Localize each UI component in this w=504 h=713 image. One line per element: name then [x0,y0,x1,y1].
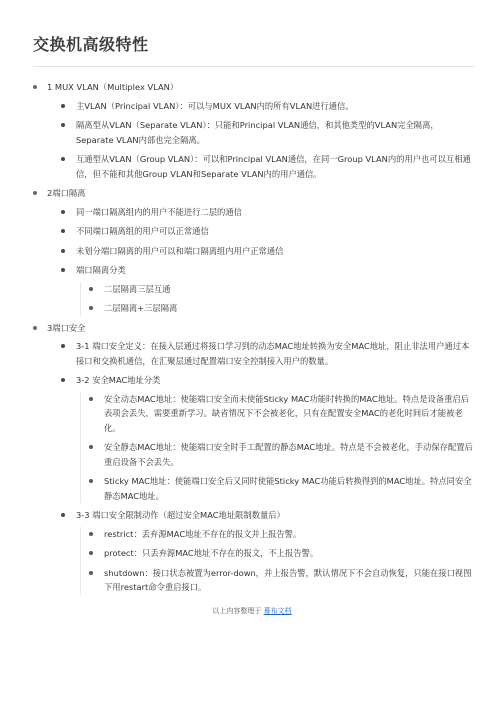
bullet-icon [61,378,65,382]
outline-item-text: 同一端口隔离组内的用户不能进行二层的通信 [76,206,242,217]
outline-item [61,205,473,220]
outline-section-text: 2端口隔离 [47,188,86,198]
outline-item-text: 3-3 端口安全限制动作（超过安全MAC地址限制数量后） [76,510,285,520]
bullet-icon [89,532,93,536]
outline-subitem-text: 二层隔离+三层隔离 [104,303,178,313]
outline-section-text: 3端口安全 [47,322,86,333]
outline-item [61,244,473,259]
outline-item [61,263,473,316]
outline-subitem [89,474,473,503]
outline-item [61,224,473,239]
footer-link[interactable]: 幕布文档 [263,607,292,615]
outline-item [61,373,473,503]
outline-item [61,152,473,181]
page-title: 交换机高级特性 [33,35,149,54]
bullet-icon [89,479,93,483]
outline-subitem [89,282,473,297]
outline-subitem [89,301,473,316]
outline-item-text: 主VLAN（Principal VLAN）：可以与MUX VLAN内的所有VLAN进行通信。 [76,100,354,111]
outline-subitem [89,527,473,542]
outline-subitem [89,440,473,469]
outline-subitem-text: shutdown：接口状态被置为error-down，并上报告警，默认情况下不会自动恢复，只能在接口视图下用restart命令重启接口。 [104,567,472,592]
bullet-icon [61,249,65,253]
bullet-icon [61,210,65,214]
outline-item-text: 互通型从VLAN（Group VLAN）：可以和Principal VLAN通信，在同一Group VLAN内的用户也可以互相通信，但不能和其他Group VLAN和Separate VLAN内的用户通信。 [76,154,471,179]
bullet-icon [33,326,37,330]
bullet-icon [61,513,65,517]
footer [0,606,504,616]
outline-content [33,80,473,600]
outline-item [61,339,473,368]
outline-subitem-text: restrict：丢弃源MAC地址不存在的报文并上报告警。 [104,528,302,539]
bullet-icon [33,191,37,195]
outline-section-text: 1 MUX VLAN（Multiplex VLAN） [47,82,179,92]
bullet-icon [61,268,65,272]
bullet-icon [89,306,93,310]
item-children [80,282,473,316]
outline-item-text: 不同端口隔离组的用户可以正常通信 [76,226,209,236]
title-divider [33,66,474,67]
outline-section [33,186,473,316]
outline-section [33,80,473,181]
bullet-icon [33,85,37,89]
outline-item-text: 未划分端口隔离的用户可以和端口隔离组内用户正常通信 [76,245,284,256]
outline-item [61,508,473,595]
outline-section [33,321,473,595]
bullet-icon [89,397,93,401]
outline-item-text: 3-1 端口安全定义：在接入层通过将接口学习到的动态MAC地址转换为安全MAC地址，阻止非法用户通过本接口和交换机通信，在汇聚层通过配置端口安全控制接入用户的数量。 [76,341,470,366]
item-children [80,527,473,595]
outline-item-text: 3-2 安全MAC地址分类 [76,375,161,385]
bullet-icon [61,157,65,161]
bullet-icon [89,551,93,555]
outline-item-text: 端口隔离分类 [76,265,126,275]
outline-item-text: 隔离型从VLAN（Separate VLAN）：只能和Principal VLAN通信，和其他类型的VLAN完全隔离，Separate VLAN内部也完全隔离。 [76,120,439,145]
outline-subitem [89,392,473,436]
bullet-icon [89,571,93,575]
bullet-icon [61,229,65,233]
item-children [80,392,473,504]
outline-item [61,118,473,147]
section-items [47,205,473,316]
bullet-icon [89,287,93,291]
outline-list [33,80,473,595]
footer-prefix: 以上内容整理于 [212,607,262,615]
bullet-icon [89,445,93,449]
outline-subitem-text: 安全静态MAC地址：使能端口安全时手工配置的静态MAC地址。特点是不会被老化，手动保存配置后重启设备不会丢失。 [104,442,473,467]
outline-subitem-text: protect：只丢弃源MAC地址不存在的报文，不上报告警。 [104,548,319,558]
bullet-icon [61,104,65,108]
outline-subitem-text: 安全动态MAC地址：使能端口安全而未使能Sticky MAC功能时转换的MAC地址。特点是设备重启后表项会丢失，需要重新学习。缺省情况下不会被老化，只有在配置安全MAC的老化时间后才能被老化。 [104,393,469,433]
outline-subitem-text: Sticky MAC地址：使能端口安全后又同时使能Sticky MAC功能后转换得到的MAC地址。特点同安全静态MAC地址。 [104,476,472,501]
outline-subitem [89,566,473,595]
section-items [47,339,473,595]
outline-item [61,99,473,114]
outline-subitem [89,546,473,561]
bullet-icon [61,123,65,127]
section-items [47,99,473,182]
outline-subitem-text: 二层隔离三层互通 [104,283,171,294]
bullet-icon [61,344,65,348]
